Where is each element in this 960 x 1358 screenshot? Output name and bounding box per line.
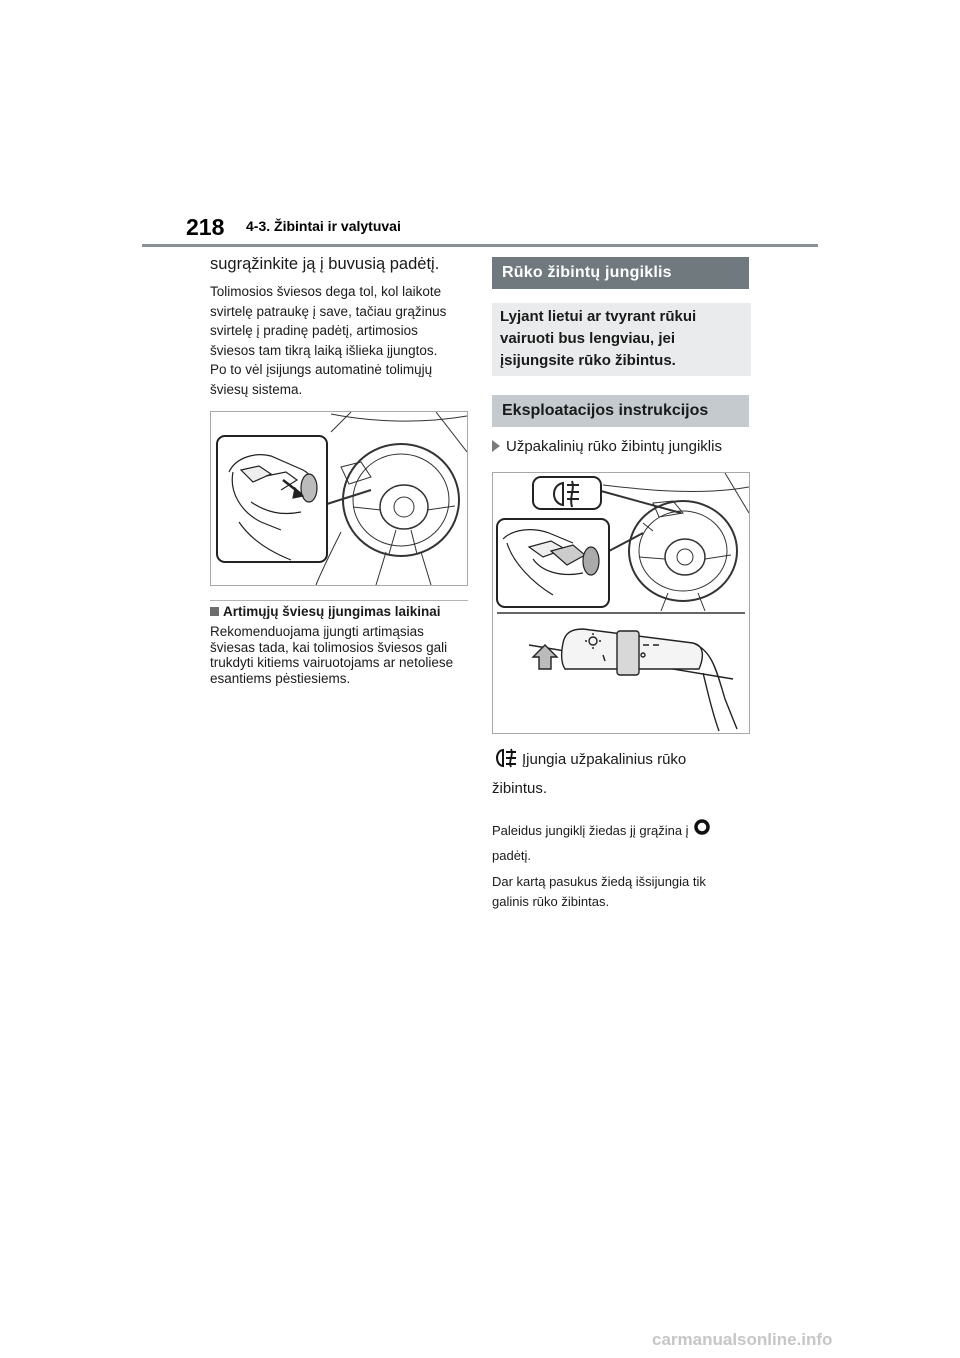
off-position-icon [691, 818, 713, 836]
header-divider [142, 244, 818, 247]
fog-info-callout [492, 303, 751, 376]
step-text: Užpakalinių rūko žibintų jungiklis [506, 438, 722, 455]
lever-pull-drawing [211, 412, 467, 585]
triangle-right-icon [492, 440, 500, 452]
fog-switch-banner: Rūko žibintų jungiklis [492, 257, 749, 289]
bullet-square-icon [210, 607, 219, 616]
callout-line: Lyjant lietui ar tvyrant rūkui [500, 308, 697, 325]
page-number: 218 [186, 214, 225, 240]
return-note-line1 [492, 818, 713, 838]
turn-off-note-line: Dar kartą pasukus žiedą išsijungia tik [492, 874, 706, 889]
return-note-text: Paleidus jungiklį žiedas jį grąžina į [492, 823, 689, 838]
note-line: svirtelę patraukę į save, tačiau grąžinus [210, 303, 447, 319]
fog-description-line2: žibintus. [492, 780, 548, 797]
step-item [492, 438, 722, 455]
subsection-heading-text: Artimųjų šviesų įjungimas laikinai [223, 604, 441, 619]
watermark-text: carmanualsonline.info [652, 1330, 833, 1349]
note-paragraph [210, 282, 472, 399]
turn-off-note [492, 872, 754, 911]
instructions-heading: Eksploatacijos instrukcijos [492, 395, 749, 427]
callout-line: vairuoti bus lengviau, jei [500, 330, 676, 347]
lever-pull-illustration [210, 411, 468, 586]
turn-off-note-line: galinis rūko žibintas. [492, 893, 610, 909]
callout-line: įsijungsite rūko žibintus. [500, 352, 676, 369]
note-line: šviesų sistema. [210, 381, 303, 397]
subsection-heading [210, 604, 441, 619]
lead-text: sugrąžinkite ją į buvusią padėtį. [210, 255, 440, 273]
rear-fog-switch-illustration [492, 472, 750, 734]
subsection-text: Rekomenduojama įjungti artimąsias šviesas tada, kai tolimosios šviesos gali trukdyti kitiems vairuotojams ar netoliese esantiems pėstiesiems. [210, 624, 454, 686]
return-note-line2: padėtį. [492, 848, 532, 863]
note-line: Po to vėl įsijungs automatinė tolimųjų [210, 362, 433, 377]
rear-fog-switch-drawing [493, 473, 749, 733]
rear-fog-light-icon [492, 748, 518, 768]
fog-description-line1 [492, 748, 686, 768]
fog-description-text: Įjungia užpakalinius rūko [522, 751, 687, 768]
subsection-divider [210, 600, 468, 601]
section-title: 4-3. Žibintai ir valytuvai [246, 218, 401, 234]
note-line: Tolimosios šviesos dega tol, kol laikote [210, 284, 442, 299]
note-line: svirtelę į pradinę padėtį, artimosios [210, 323, 418, 338]
note-line: šviesos tam tikrą laiką išlieka įjungtos. [210, 342, 438, 358]
